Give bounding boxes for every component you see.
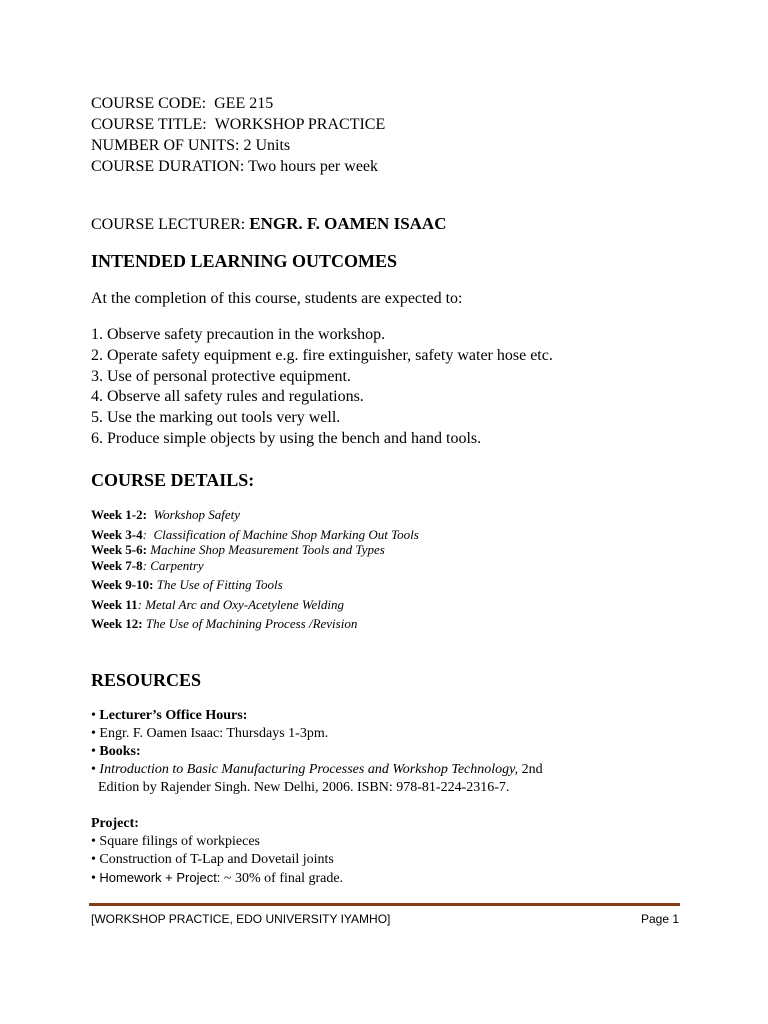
course-code-value: GEE 215 — [214, 95, 274, 112]
office-hours-value: Engr. F. Oamen Isaac: Thursdays 1-3pm. — [99, 726, 329, 741]
course-duration-value: Two hours per week — [248, 158, 379, 175]
week-row — [91, 596, 344, 613]
book-isbn: 978-81-224-2316-7. — [396, 780, 510, 795]
week-label: Week 5-6: — [91, 542, 147, 557]
outcome-item: 3. Use of personal protective equipment. — [91, 368, 351, 385]
week-row — [91, 557, 204, 574]
office-hours-label: Lecturer’s Office Hours: — [99, 708, 248, 723]
week-topic: Workshop Safety — [153, 507, 241, 522]
book-line-2 — [98, 779, 509, 797]
grade-line: • Homework + Project: ~ 30% of final grade. — [91, 870, 344, 886]
details-heading: COURSE DETAILS: — [91, 470, 255, 490]
week-label: Week 11 — [91, 597, 138, 612]
outcome-item: 6. Produce simple objects by using the bench and hand tools. — [91, 430, 482, 447]
office-hours-label-line: • Lecturer’s Office Hours: — [91, 708, 248, 723]
course-duration-line — [91, 157, 378, 177]
course-title-value: WORKSHOP PRACTICE — [214, 116, 386, 133]
course-lecturer-line — [91, 214, 447, 235]
week-label: Week 12: — [91, 616, 143, 631]
footer-title: [WORKSHOP PRACTICE, EDO UNIVERSITY IYAMHO] — [91, 912, 391, 926]
week-label: Week 7-8 — [91, 558, 143, 573]
week-row — [91, 506, 240, 523]
book-title: Introduction to Basic Manufacturing Processes and Workshop Technology, — [99, 762, 519, 777]
course-code-label: COURSE CODE: — [91, 95, 207, 112]
course-title-line — [91, 115, 385, 135]
outcome-item: 5. Use the marking out tools very well. — [91, 409, 341, 426]
week-topic: Metal Arc and Oxy-Acetylene Welding — [145, 597, 344, 612]
book-line-1: • Introduction to Basic Manufacturing Processes and Workshop Technology, 2nd — [91, 762, 543, 777]
footer-rule — [89, 903, 680, 906]
week-row — [91, 576, 283, 593]
project-item-text: Square filings of workpieces — [99, 834, 260, 849]
office-hours-line: • Engr. F. Oamen Isaac: Thursdays 1-3pm. — [91, 726, 329, 741]
week-topic: The Use of Machining Process /Revision — [145, 616, 358, 631]
books-label: Books: — [99, 744, 141, 759]
week-label: Week 9-10: — [91, 577, 154, 592]
course-title-label: COURSE TITLE: — [91, 116, 207, 133]
books-label-line: • Books: — [91, 744, 141, 759]
week-separator: : — [137, 597, 142, 612]
week-separator: : — [142, 558, 147, 573]
course-lecturer-label: COURSE LECTURER: — [91, 216, 246, 233]
project-heading: Project: — [91, 816, 139, 831]
grade-value: ~ 30% of final grade. — [223, 871, 344, 886]
week-topic: Machine Shop Measurement Tools and Types — [150, 542, 385, 557]
project-item-text: Construction of T-Lap and Dovetail joints — [99, 852, 334, 867]
grade-label: Homework + Project: — [99, 870, 221, 885]
page-number: Page 1 — [641, 912, 680, 926]
outcomes-intro: At the completion of this course, students are expected to: — [91, 290, 463, 307]
course-units-line — [91, 136, 290, 156]
book-edition: 2nd — [521, 762, 543, 777]
outcome-item: 2. Operate safety equipment e.g. fire extinguisher, safety water hose etc. — [91, 347, 553, 364]
week-topic: Classification of Machine Shop Marking Out Tools — [153, 527, 419, 542]
course-units-value: 2 Units — [243, 137, 291, 154]
project-item: • Construction of T-Lap and Dovetail joints — [91, 852, 334, 867]
week-separator: : — [142, 527, 147, 542]
course-duration-label: COURSE DURATION: — [91, 158, 245, 175]
book-details: Edition by Rajender Singh. New Delhi, 2006. ISBN: — [98, 780, 393, 795]
week-topic: Carpentry — [150, 558, 204, 573]
resources-heading: RESOURCES — [91, 670, 202, 690]
outcome-item: 1. Observe safety precaution in the workshop. — [91, 326, 386, 343]
outcome-item: 4. Observe all safety rules and regulations. — [91, 388, 364, 405]
project-item: • Square filings of workpieces — [91, 834, 260, 849]
week-label: Week 1-2: — [91, 507, 147, 522]
week-row — [91, 615, 357, 632]
week-row — [91, 541, 385, 558]
course-lecturer-value: ENGR. F. OAMEN ISAAC — [249, 214, 447, 233]
course-units-label: NUMBER OF UNITS: — [91, 137, 240, 154]
course-code-line — [91, 94, 273, 114]
outcomes-heading: INTENDED LEARNING OUTCOMES — [91, 251, 398, 271]
week-topic: The Use of Fitting Tools — [156, 577, 283, 592]
week-label: Week 3-4 — [91, 527, 143, 542]
